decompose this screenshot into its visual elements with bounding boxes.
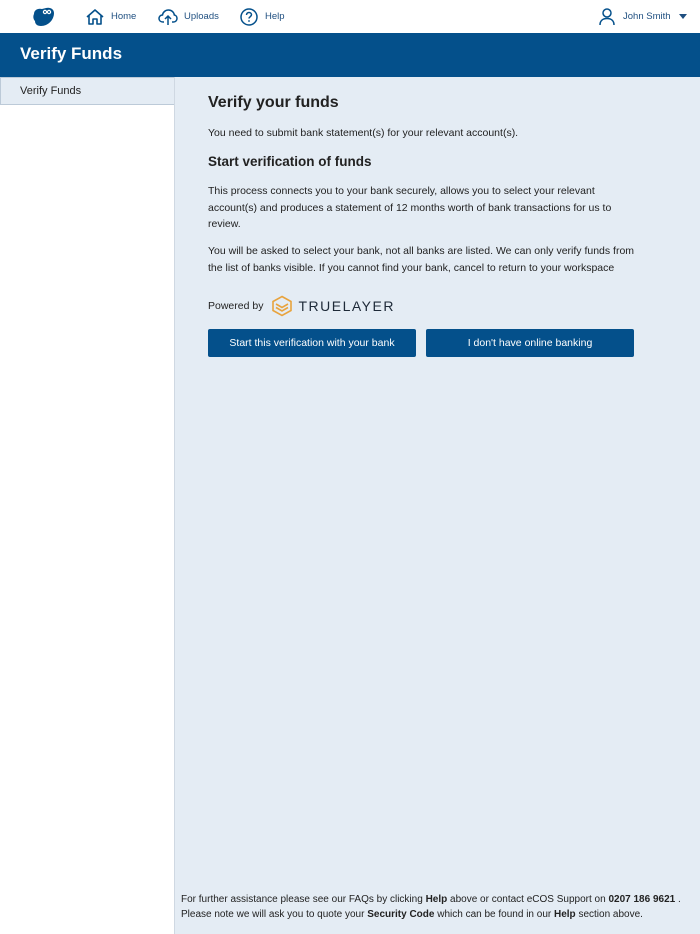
intro-text: You need to submit bank statement(s) for your relevant account(s). — [208, 127, 519, 139]
help-circle-icon — [239, 7, 259, 27]
footer-line-2: Please note we will ask you to quote your Security Code which can be found in our Help section above. — [181, 909, 643, 920]
provider-name: TRUELAYER — [298, 298, 395, 314]
main-content — [175, 77, 700, 934]
no-online-banking-button[interactable]: I don't have online banking — [426, 329, 634, 357]
help-link[interactable]: Help — [425, 894, 448, 905]
nav-help-label: Help — [265, 11, 285, 22]
powered-by-label: Powered by — [208, 300, 264, 312]
sidebar — [0, 77, 175, 934]
main-title: Verify your funds — [208, 94, 339, 111]
nav-help[interactable] — [239, 0, 285, 33]
nav-home-label: Home — [111, 11, 137, 22]
truelayer-logo — [271, 295, 394, 317]
nav-home[interactable] — [85, 0, 136, 33]
home-icon — [85, 7, 105, 27]
help-link-2[interactable]: Help — [554, 909, 576, 920]
nav-uploads-label: Uploads — [184, 11, 219, 22]
user-name: John Smith — [623, 11, 671, 22]
bird-logo-icon[interactable] — [32, 6, 56, 28]
top-navigation — [0, 0, 700, 33]
page-title: Verify Funds — [20, 44, 123, 63]
process-description: This process connects you to your bank securely, allows you to select your relevant account(s) and produces a statement of 12 months worth of bank transactions for us to review. — [208, 185, 612, 230]
section-title: Start verification of funds — [208, 154, 372, 169]
user-icon — [597, 7, 617, 27]
cloud-upload-icon — [158, 7, 178, 27]
chevron-down-icon — [679, 14, 687, 19]
security-code-label: Security Code — [367, 909, 435, 920]
nav-uploads[interactable] — [158, 0, 219, 33]
truelayer-logo-icon — [271, 295, 293, 317]
sidebar-item-verify-funds[interactable]: Verify Funds — [0, 77, 174, 105]
user-menu[interactable] — [597, 0, 687, 33]
support-phone: 0207 186 9621 — [608, 894, 676, 905]
footer-help-text — [181, 892, 691, 922]
powered-by — [208, 295, 395, 317]
start-verification-button[interactable]: Start this verification with your bank — [208, 329, 416, 357]
bank-list-note: You will be asked to select your bank, not all banks are listed. We can only verify funds from the list of banks visible. If you cannot find your bank, cancel to return to your workspace — [208, 245, 635, 274]
footer-line-1: For further assistance please see our FAQs by clicking Help above or contact eCOS Support on 0207 186 9621 . — [181, 894, 681, 905]
page-header — [0, 33, 700, 77]
